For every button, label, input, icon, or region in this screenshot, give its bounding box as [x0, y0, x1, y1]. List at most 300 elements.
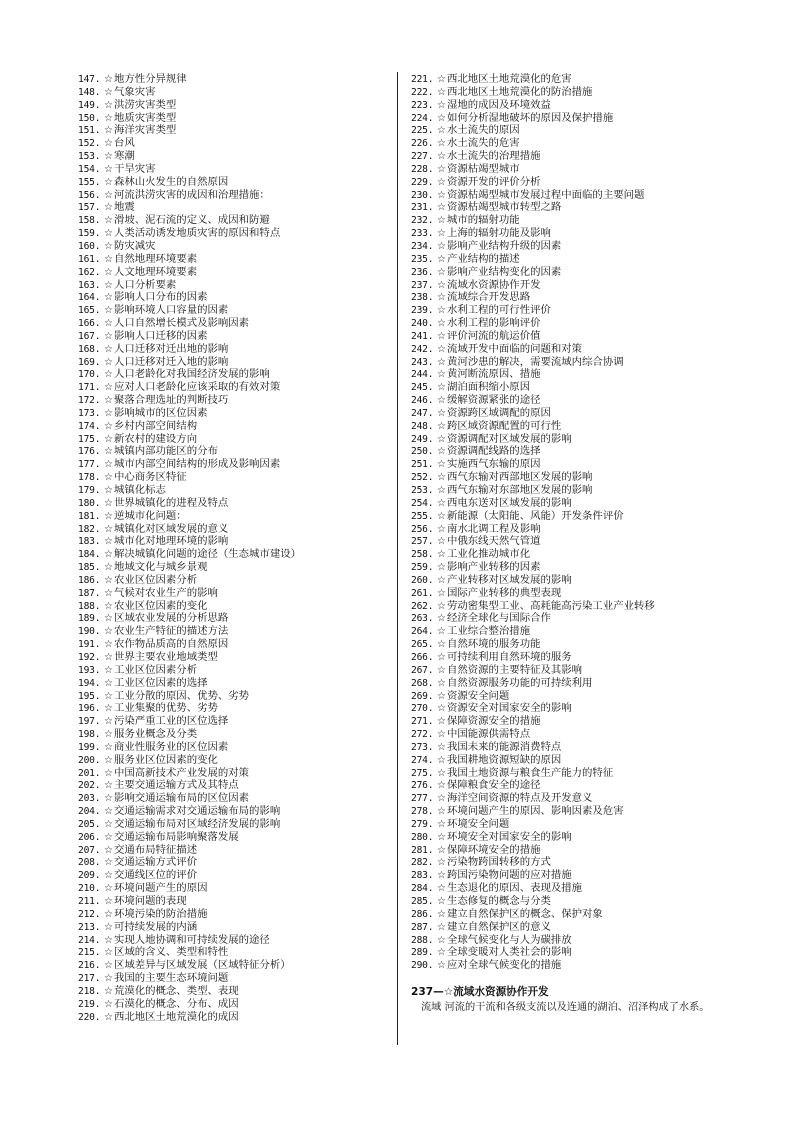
star-icon: ☆	[437, 292, 446, 304]
item-number: 164.	[78, 292, 101, 304]
item-text: 如何分析湿地破坏的原因及保护措施	[446, 111, 614, 124]
item-number: 199.	[78, 741, 101, 753]
star-icon: ☆	[104, 228, 113, 240]
item-text: 聚落合理选址的判断技巧	[113, 394, 229, 407]
item-text: 我国未来的能源消费特点	[446, 740, 562, 753]
star-icon: ☆	[437, 510, 446, 522]
item-text: 我国土地资源与粮食生产能力的特征	[446, 766, 614, 779]
item-number: 212.	[78, 908, 101, 920]
list-item	[411, 291, 751, 304]
list-item	[411, 343, 751, 356]
item-number: 206.	[78, 831, 101, 843]
item-number: 153.	[78, 151, 101, 163]
star-icon: ☆	[104, 754, 113, 766]
star-icon: ☆	[104, 831, 113, 843]
list-item	[78, 99, 396, 112]
item-number: 226.	[411, 138, 434, 150]
item-text: 新农村的建设方向	[113, 432, 198, 445]
list-item	[411, 612, 751, 625]
item-number: 161.	[78, 253, 101, 265]
item-number: 230.	[411, 189, 434, 201]
item-text: 河流洪涝灾害的成因和治理措施：	[113, 188, 270, 201]
item-text: 寒潮	[113, 150, 135, 163]
item-number: 218.	[78, 985, 101, 997]
item-number: 156.	[78, 189, 101, 201]
item-text: 我国的主要生态环境问题	[113, 972, 229, 985]
item-number: 282.	[411, 857, 434, 869]
list-item	[78, 677, 396, 690]
list-item	[411, 124, 751, 137]
column-divider	[397, 72, 398, 1045]
item-text: 工业化推动城市化	[446, 548, 531, 561]
list-item	[78, 112, 396, 125]
item-text: 环境问题产生的原因	[113, 882, 208, 895]
item-text: 区域差异与区域发展（区域特征分析）	[113, 959, 291, 972]
star-icon: ☆	[437, 330, 446, 342]
list-item	[78, 985, 396, 998]
item-number: 256.	[411, 523, 434, 535]
item-number: 267.	[411, 664, 434, 676]
list-item	[411, 484, 751, 497]
item-number: 203.	[78, 793, 101, 805]
item-text: 资源枯竭型城市发展过程中面临的主要问题	[446, 188, 645, 201]
item-text: 交通运输需求对交通运输布局的影响	[113, 805, 281, 818]
list-item	[411, 330, 751, 343]
star-icon: ☆	[104, 99, 113, 111]
list-item	[411, 471, 751, 484]
item-number: 240.	[411, 318, 434, 330]
item-text: 南水北调工程及影响	[446, 522, 541, 535]
item-number: 179.	[78, 485, 101, 496]
star-icon: ☆	[437, 587, 446, 599]
item-text: 交通运输布局影响聚落发展	[113, 830, 239, 843]
star-icon: ☆	[104, 433, 113, 445]
list-item	[411, 882, 751, 895]
list-item	[411, 99, 751, 112]
list-item	[411, 587, 751, 600]
item-number: 169.	[78, 356, 101, 368]
item-number: 246.	[411, 395, 434, 407]
item-text: 防灾减灾	[113, 239, 156, 252]
item-text: 国际产业转移的典型表现	[446, 586, 562, 599]
item-text: 气象灾害	[113, 85, 156, 98]
star-icon: ☆	[104, 767, 113, 779]
star-icon: ☆	[437, 433, 446, 445]
item-number: 211.	[78, 896, 101, 907]
item-number: 182.	[78, 523, 101, 535]
list-item	[411, 176, 751, 189]
list-item	[78, 471, 396, 484]
item-text: 交通运输方式评价	[113, 856, 198, 869]
star-icon: ☆	[437, 279, 446, 291]
list-item	[411, 702, 751, 715]
item-text: 中国能源供需特点	[446, 728, 531, 741]
list-item	[78, 381, 396, 394]
star-icon: ☆	[437, 664, 446, 676]
star-icon: ☆	[437, 318, 446, 330]
item-number: 207.	[78, 844, 101, 856]
list-item	[78, 959, 396, 972]
list-item	[411, 638, 751, 651]
item-text: 西气东输对东部地区发展的影响	[446, 484, 593, 496]
star-icon: ☆	[104, 163, 113, 175]
star-icon: ☆	[437, 99, 446, 111]
list-item	[78, 548, 396, 561]
star-icon: ☆	[437, 767, 446, 779]
item-number: 150.	[78, 112, 101, 124]
item-text: 我国耕地资源短缺的原因	[446, 753, 562, 766]
item-text: 人口分析要素	[113, 278, 177, 291]
list-item	[78, 844, 396, 857]
star-icon: ☆	[437, 677, 446, 689]
list-item	[411, 227, 751, 240]
item-text: 台风	[113, 137, 135, 150]
item-number: 151.	[78, 125, 101, 137]
item-number: 266.	[411, 651, 434, 663]
item-number: 254.	[411, 497, 434, 509]
star-icon: ☆	[437, 600, 446, 612]
item-text: 流域综合开发思路	[446, 291, 531, 304]
item-text: 中国高新技术产业发展的对策	[113, 766, 250, 779]
item-text: 产业结构的描述	[446, 252, 520, 265]
star-icon: ☆	[104, 960, 113, 972]
item-text: 影响产业结构变化的因素	[446, 265, 562, 278]
item-number: 232.	[411, 215, 434, 227]
star-icon: ☆	[104, 562, 113, 574]
list-item	[411, 86, 751, 99]
item-number: 258.	[411, 549, 434, 561]
list-item	[411, 831, 751, 844]
item-number: 257.	[411, 536, 434, 548]
item-number: 259.	[411, 562, 434, 574]
item-text: 环境问题产生的原因、影响因素及危害	[446, 805, 624, 818]
star-icon: ☆	[104, 780, 113, 792]
list-item	[78, 407, 396, 420]
item-text: 干旱灾害	[113, 162, 156, 175]
star-icon: ☆	[104, 356, 113, 368]
list-item	[78, 176, 396, 189]
star-icon: ☆	[437, 420, 446, 432]
item-text: 资源安全对国家安全的影响	[446, 702, 572, 715]
item-number: 289.	[411, 947, 434, 959]
list-item	[411, 394, 751, 407]
item-text: 交通布局特征描述	[113, 843, 198, 856]
item-text: 逆城市化问题：	[113, 509, 187, 522]
list-item	[411, 651, 751, 664]
list-item	[78, 484, 396, 497]
star-icon: ☆	[437, 382, 446, 394]
star-icon: ☆	[104, 639, 113, 651]
list-item	[78, 767, 396, 780]
item-text: 保障环境安全的措施	[446, 843, 541, 856]
list-item	[411, 792, 751, 805]
item-text: 海洋空间资源的特点及开发意义	[446, 792, 593, 805]
list-item	[78, 124, 396, 137]
star-icon: ☆	[104, 189, 113, 201]
item-number: 242.	[411, 343, 434, 355]
list-item	[411, 921, 751, 934]
star-icon: ☆	[104, 420, 113, 432]
star-icon: ☆	[104, 292, 113, 304]
item-text: 工业分散的原因、优势、劣势	[113, 689, 250, 702]
item-text: 区域农业发展的分析思路	[113, 612, 229, 625]
star-icon: ☆	[104, 330, 113, 342]
item-text: 城镇化标志	[113, 484, 166, 496]
list-item	[411, 779, 751, 792]
list-item	[411, 368, 751, 381]
item-number: 185.	[78, 562, 101, 574]
star-icon: ☆	[104, 741, 113, 753]
item-number: 238.	[411, 292, 434, 304]
list-item	[411, 381, 751, 394]
item-text: 石漠化的概念、分布、成因	[113, 997, 239, 1010]
star-icon: ☆	[104, 536, 113, 548]
item-number: 155.	[78, 176, 101, 188]
list-item	[411, 805, 751, 818]
list-item	[78, 253, 396, 266]
item-number: 172.	[78, 395, 101, 407]
item-text: 区域的含义、类型和特性	[113, 946, 229, 959]
item-number: 177.	[78, 459, 101, 471]
list-item	[411, 523, 751, 536]
item-number: 159.	[78, 228, 101, 240]
star-icon: ☆	[437, 651, 446, 663]
star-icon: ☆	[104, 729, 113, 741]
item-text: 产业转移对区域发展的影响	[446, 573, 572, 586]
item-number: 288.	[411, 934, 434, 946]
star-icon: ☆	[437, 253, 446, 265]
star-icon: ☆	[437, 831, 446, 843]
list-item	[411, 317, 751, 330]
item-text: 城市内部空间结构的形成及影响因素	[113, 458, 281, 471]
list-item	[78, 895, 396, 908]
item-text: 人口自然增长模式及影响因素	[113, 317, 250, 330]
item-text: 水利工程的可行性评价	[446, 304, 551, 317]
star-icon: ☆	[437, 741, 446, 753]
item-text: 实施西气东输的原因	[446, 458, 541, 471]
item-text: 资源调配线路的选择	[446, 445, 541, 458]
item-text: 地方性分异规律	[113, 73, 187, 85]
item-number: 286.	[411, 908, 434, 920]
item-text: 黄河断流原因、措施	[446, 368, 541, 381]
item-number: 160.	[78, 240, 101, 252]
star-icon: ☆	[104, 86, 113, 98]
star-icon: ☆	[104, 677, 113, 689]
star-icon: ☆	[437, 240, 446, 252]
star-icon: ☆	[437, 934, 446, 946]
item-number: 268.	[411, 677, 434, 689]
item-text: 主要交通运输方式及其特点	[113, 779, 239, 792]
star-icon: ☆	[437, 497, 446, 509]
item-text: 影响环境人口容量的因素	[113, 304, 229, 317]
item-number: 234.	[411, 240, 434, 252]
list-item	[411, 818, 751, 831]
list-item	[78, 394, 396, 407]
item-text: 海洋灾害类型	[113, 124, 177, 137]
star-icon: ☆	[437, 562, 446, 574]
star-icon: ☆	[437, 446, 446, 458]
star-icon: ☆	[437, 523, 446, 535]
item-number: 210.	[78, 883, 101, 895]
item-number: 273.	[411, 741, 434, 753]
item-text: 荒漠化的概念、类型、表现	[113, 984, 239, 997]
list-item	[78, 510, 396, 523]
item-number: 263.	[411, 613, 434, 625]
star-icon: ☆	[437, 908, 446, 920]
star-icon: ☆	[104, 806, 113, 818]
item-text: 地震	[113, 201, 135, 214]
item-number: 198.	[78, 729, 101, 741]
list-item	[411, 677, 751, 690]
item-text: 资源跨区域调配的原因	[446, 406, 551, 419]
list-item	[411, 163, 751, 176]
star-icon: ☆	[104, 549, 113, 561]
star-icon: ☆	[437, 574, 446, 586]
item-number: 227.	[411, 151, 434, 163]
item-text: 农业生产特征的描述方法	[113, 625, 229, 638]
item-text: 水土流失的原因	[446, 124, 520, 137]
list-item	[78, 831, 396, 844]
star-icon: ☆	[437, 857, 446, 869]
star-icon: ☆	[437, 793, 446, 805]
item-text: 影响人口迁移的因素	[113, 329, 208, 342]
item-number: 260.	[411, 574, 434, 586]
item-number: 250.	[411, 446, 434, 458]
left-topic-list	[78, 73, 396, 1023]
item-text: 城镇化对区域发展的意义	[113, 522, 229, 535]
item-number: 181.	[78, 510, 101, 522]
star-icon: ☆	[437, 960, 446, 972]
star-icon: ☆	[104, 716, 113, 728]
section-body: 流域 河流的干流和各级支流以及连通的湖泊、沼泽构成了水系。	[421, 1002, 710, 1014]
list-item	[78, 934, 396, 947]
item-text: 环境污染的防治措施	[113, 907, 208, 920]
star-icon: ☆	[437, 86, 446, 98]
item-text: 西北地区土地荒漠化的危害	[446, 73, 572, 85]
list-item	[78, 150, 396, 163]
item-text: 经济全球化与国际合作	[446, 612, 551, 625]
item-text: 人口老龄化对我国经济发展的影响	[113, 368, 270, 381]
star-icon: ☆	[437, 407, 446, 419]
star-icon: ☆	[104, 382, 113, 394]
list-item	[411, 959, 751, 972]
item-text: 环境安全问题	[446, 817, 510, 830]
item-number: 147.	[78, 74, 101, 85]
star-icon: ☆	[104, 407, 113, 419]
star-icon: ☆	[437, 369, 446, 381]
star-icon: ☆	[104, 395, 113, 407]
item-text: 交通运输布局对区域经济发展的影响	[113, 817, 281, 830]
star-icon: ☆	[104, 600, 113, 612]
item-text: 实现人地协调和可持续发展的途径	[113, 933, 270, 946]
item-number: 222.	[411, 86, 434, 98]
item-text: 劳动密集型工业、高耗能高污染工业产业转移	[446, 599, 655, 612]
list-item	[78, 73, 396, 86]
list-item	[411, 458, 751, 471]
star-icon: ☆	[437, 305, 446, 317]
star-icon: ☆	[104, 266, 113, 278]
item-text: 建立自然保护区的概念、保护对象	[446, 907, 603, 920]
list-item	[78, 330, 396, 343]
list-item	[78, 214, 396, 227]
item-number: 224.	[411, 112, 434, 124]
star-icon: ☆	[437, 112, 446, 124]
item-number: 231.	[411, 202, 434, 214]
list-item	[78, 561, 396, 574]
star-icon: ☆	[104, 240, 113, 252]
item-number: 279.	[411, 818, 434, 830]
item-number: 274.	[411, 754, 434, 766]
list-item	[411, 690, 751, 703]
list-item	[78, 638, 396, 651]
item-number: 265.	[411, 639, 434, 651]
item-number: 214.	[78, 934, 101, 946]
item-number: 194.	[78, 677, 101, 689]
list-item	[78, 779, 396, 792]
star-icon: ☆	[437, 459, 446, 471]
item-text: 保障资源安全的措施	[446, 715, 541, 728]
item-text: 世界主要农业地域类型	[113, 650, 218, 663]
list-item	[78, 921, 396, 934]
item-number: 215.	[78, 947, 101, 959]
item-text: 商业性服务业的区位因素	[113, 740, 229, 753]
star-icon: ☆	[437, 472, 446, 484]
list-item	[411, 214, 751, 227]
item-number: 178.	[78, 472, 101, 484]
item-number: 269.	[411, 690, 434, 702]
item-text: 地域文化与城乡景观	[113, 561, 208, 574]
list-item	[78, 728, 396, 741]
item-number: 149.	[78, 99, 101, 111]
item-number: 191.	[78, 639, 101, 651]
star-icon: ☆	[104, 664, 113, 676]
item-text: 自然地理环境要素	[113, 252, 198, 265]
star-icon: ☆	[104, 472, 113, 484]
item-number: 201.	[78, 767, 101, 779]
list-item	[78, 882, 396, 895]
right-topic-items	[411, 73, 751, 972]
item-text: 地质灾害类型	[113, 111, 177, 124]
star-icon: ☆	[437, 754, 446, 766]
star-icon: ☆	[437, 703, 446, 715]
item-text: 生态修复的概念与分类	[446, 895, 551, 907]
item-text: 西气东输对西部地区发展的影响	[446, 471, 593, 484]
item-number: 275.	[411, 767, 434, 779]
item-number: 239.	[411, 305, 434, 317]
list-item	[411, 908, 751, 921]
item-text: 资源安全问题	[446, 689, 510, 702]
item-number: 281.	[411, 844, 434, 856]
star-icon: ☆	[437, 729, 446, 741]
item-number: 221.	[411, 74, 434, 85]
star-icon: ☆	[437, 74, 446, 85]
star-icon: ☆	[104, 985, 113, 997]
star-icon: ☆	[437, 485, 446, 496]
list-item	[411, 356, 751, 369]
item-text: 资源枯竭型城市转型之路	[446, 201, 562, 214]
item-number: 205.	[78, 818, 101, 830]
star-icon: ☆	[104, 125, 113, 137]
list-item	[78, 291, 396, 304]
item-number: 243.	[411, 356, 434, 368]
item-text: 人类活动诱发地质灾害的原因和特点	[113, 227, 281, 240]
list-item	[78, 869, 396, 882]
star-icon: ☆	[437, 626, 446, 638]
item-number: 158.	[78, 215, 101, 227]
item-number: 233.	[411, 228, 434, 240]
item-number: 283.	[411, 870, 434, 882]
star-icon: ☆	[104, 651, 113, 663]
